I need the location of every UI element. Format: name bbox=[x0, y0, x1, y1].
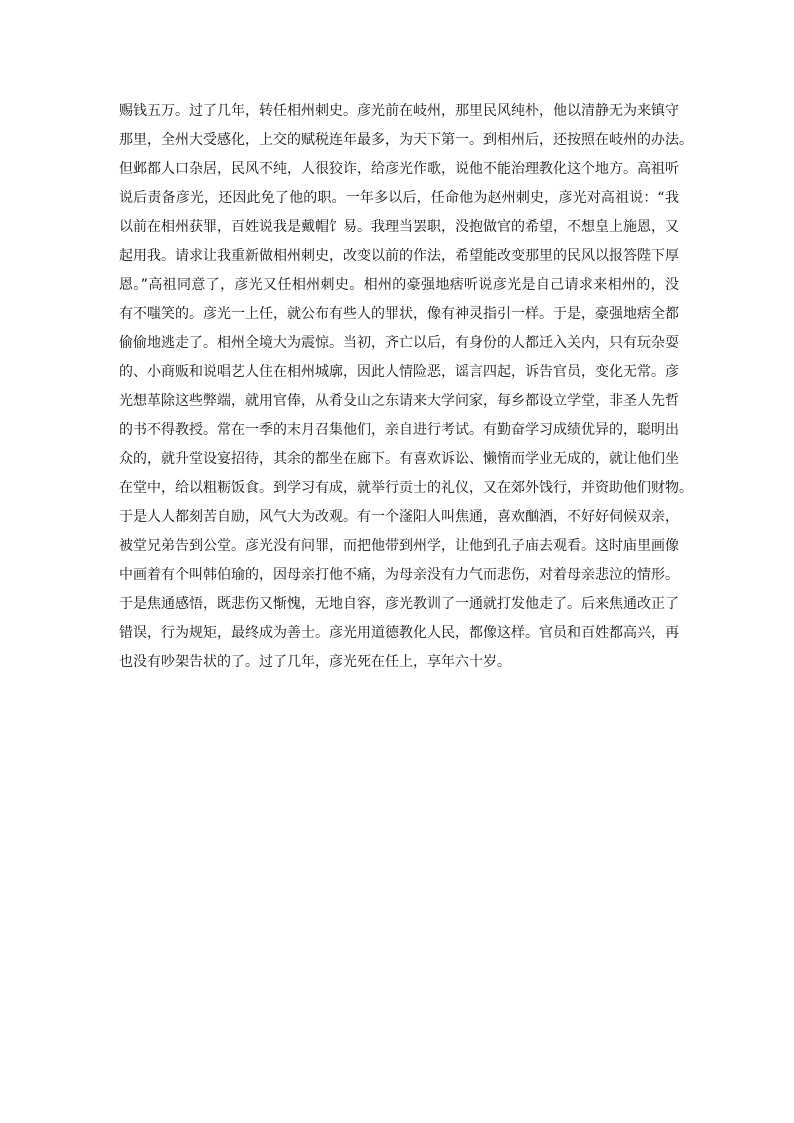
text-line: 于是人人都刻苦自励，风气大为改观。有一个滏阳人叫焦通，喜欢酗酒，不好好伺候双亲， bbox=[119, 509, 679, 525]
text-line: 恩。”高祖同意了，彦光又任相州刺史。相州的豪强地痞听说彦光是自己请求来相州的，没 bbox=[119, 277, 679, 293]
text-line: 说后责备彦光，还因此免了他的职。一年多以后，任命他为赵州刺史，彦光对高祖说：“我 bbox=[119, 190, 679, 206]
text-line: 以前在相州获罪，百姓说我是戴帽饣易。我理当罢职，没抱做官的希望，不想皇上施恩，又 bbox=[119, 219, 679, 235]
text-line: 赐钱五万。过了几年，转任相州刺史。彦光前在岐州，那里民风纯朴，他以清静无为来镇守 bbox=[119, 103, 679, 119]
text-line: 偷偷地逃走了。相州全境大为震惊。当初，齐亡以后，有身份的人都迁入关内，只有玩杂耍 bbox=[119, 335, 679, 351]
text-line: 的书不得教授。常在一季的末月召集他们，亲自进行考试。有勤奋学习成绩优异的，聪明出 bbox=[119, 422, 679, 438]
text-line-last: 也没有吵架告状的了。过了几年，彦光死在任上，享年六十岁。 bbox=[119, 654, 511, 670]
text-line: 的、小商贩和说唱艺人住在相州城廓，因此人情险恶，谣言四起，诉告官员，变化无常。彦 bbox=[119, 364, 679, 380]
text-line: 那里，全州大受感化，上交的赋税连年最多，为天下第一。到相州后，还按照在岐州的办法。 bbox=[119, 132, 693, 148]
text-line: 但邺都人口杂居，民风不纯，人很狡诈，给彦光作歌，说他不能治理教化这个地方。高祖听 bbox=[119, 161, 679, 177]
text-line: 光想革除这些弊端，就用官俸，从肴殳山之东请来大学问家，每乡都设立学堂，非圣人先哲 bbox=[119, 393, 679, 409]
body-text bbox=[119, 97, 693, 677]
text-line: 在堂中，给以粗粝饭食。到学习有成，就举行贡士的礼仪，又在郊外饯行，并资助他们财物。 bbox=[119, 480, 693, 496]
text-line: 起用我。请求让我重新做相州刺史，改变以前的作法，希望能改变那里的民风以报答陛下厚 bbox=[119, 248, 679, 264]
text-line: 众的，就升堂设宴招待，其余的都坐在廊下。有喜欢诉讼、懒惰而学业无成的，就让他们坐 bbox=[119, 451, 679, 467]
text-line: 有不嗤笑的。彦光一上任，就公布有些人的罪状，像有神灵指引一样。于是，豪强地痞全都 bbox=[119, 306, 679, 322]
text-line: 被堂兄弟告到公堂。彦光没有问罪，而把他带到州学，让他到孔子庙去观看。这时庙里画像 bbox=[119, 538, 679, 554]
text-line: 于是焦通感悟，既悲伤又惭愧，无地自容，彦光教训了一通就打发他走了。后来焦通改正了 bbox=[119, 596, 679, 612]
text-line: 错误，行为规矩，最终成为善士。彦光用道德教化人民，都像这样。官员和百姓都高兴，再 bbox=[119, 625, 679, 641]
text-line: 中画着有个叫韩伯瑜的，因母亲打他不痛，为母亲没有力气而悲伤，对着母亲悲泣的情形。 bbox=[119, 567, 679, 583]
